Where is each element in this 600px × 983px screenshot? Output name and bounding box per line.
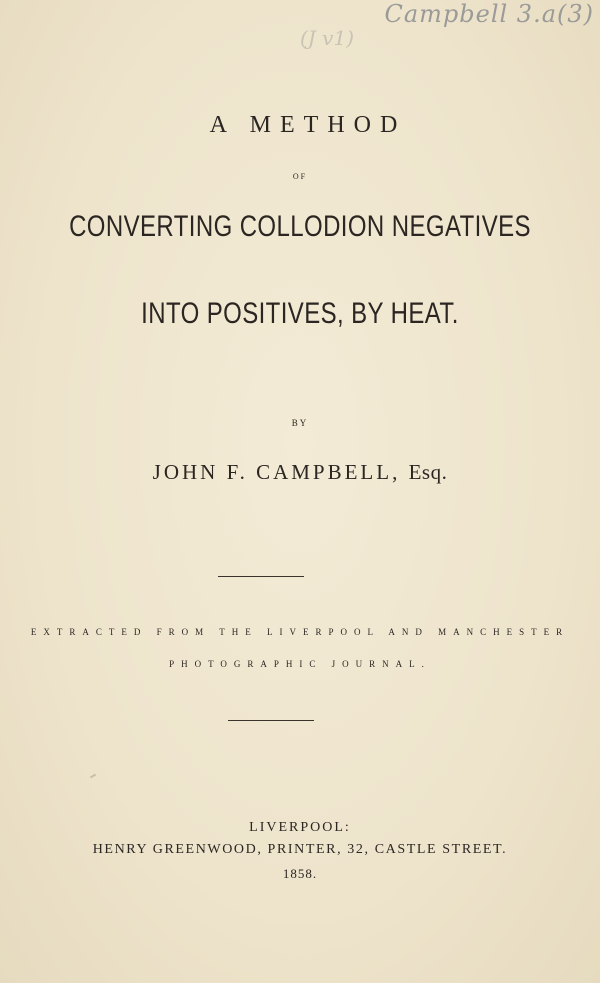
handwritten-shelfmark: Campbell 3.a(3) bbox=[384, 0, 594, 28]
faint-handwritten-mark: (J v1) bbox=[300, 26, 355, 50]
title-line-positives: INTO POSITIVES, BY HEAT. bbox=[141, 297, 459, 330]
source-line-extracted: EXTRACTED FROM THE LIVERPOOL AND MANCHESTER bbox=[30, 627, 570, 637]
divider-rule-upper bbox=[218, 576, 304, 577]
paper-mark bbox=[90, 774, 96, 779]
imprint-year: 1858. bbox=[282, 866, 318, 881]
imprint-city: LIVERPOOL: bbox=[249, 820, 351, 835]
author-name-text: JOHN F. CAMPBELL, bbox=[152, 460, 401, 484]
title-connector-of: OF bbox=[292, 172, 308, 181]
imprint-printer: HENRY GREENWOOD, PRINTER, 32, CASTLE STREET. bbox=[92, 842, 508, 857]
divider-rule-lower bbox=[228, 720, 314, 721]
byline-by: BY bbox=[291, 418, 309, 428]
title-line-method: A METHOD bbox=[209, 112, 407, 138]
source-line-journal: PHOTOGRAPHIC JOURNAL. bbox=[169, 659, 431, 669]
title-line-converting: CONVERTING COLLODION NEGATIVES bbox=[69, 210, 531, 243]
author-name bbox=[0, 460, 600, 485]
author-suffix: Esq. bbox=[408, 460, 448, 484]
